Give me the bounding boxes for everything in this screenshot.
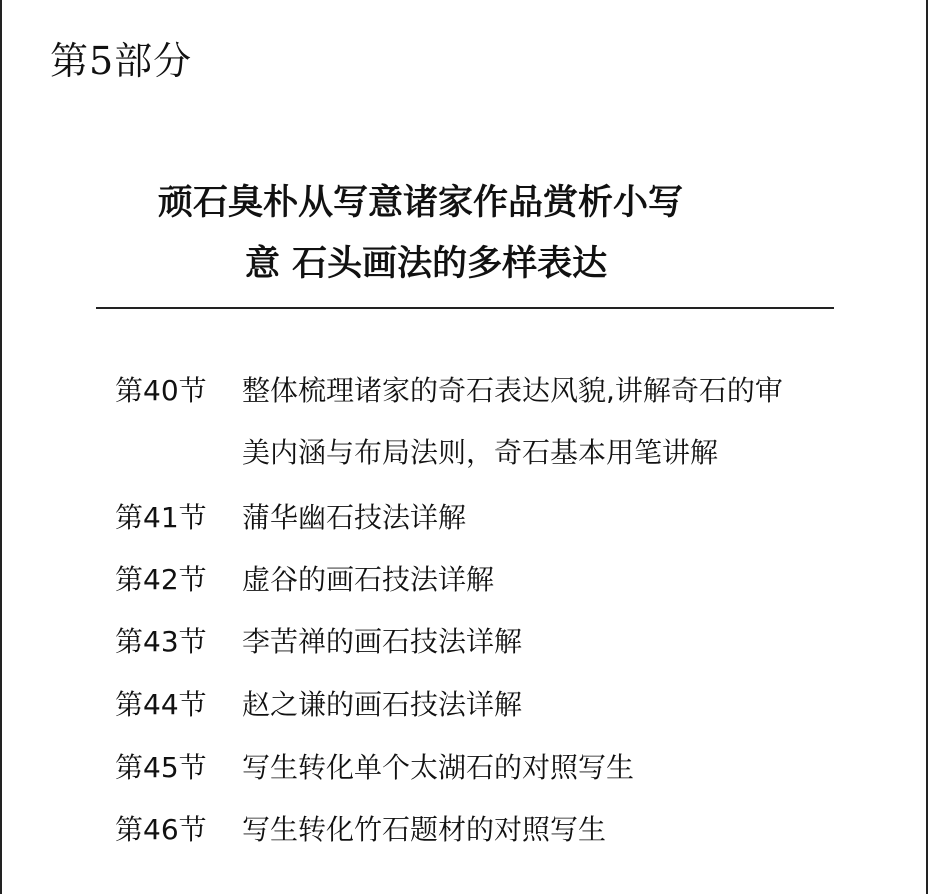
- toc-item-number: 第40节: [115, 374, 207, 407]
- toc-item-title: 虚谷的画石技法详解: [242, 563, 495, 596]
- toc-item-number: 第42节: [115, 563, 207, 596]
- title-divider: [96, 307, 834, 309]
- toc-item-45: [0, 745, 928, 791]
- toc-item-number: 第43节: [115, 625, 207, 658]
- toc-item-number: 第46节: [115, 813, 207, 846]
- toc-item-title: 蒲华幽石技法详解: [242, 501, 467, 534]
- section-title-line-1: 顽石臭朴从写意诸家作品赏析小写: [158, 183, 684, 223]
- toc-item-number: 第45节: [115, 751, 207, 784]
- section-title-line-2: 意 石头画法的多样表达: [245, 244, 608, 284]
- toc-item-40: [0, 368, 928, 469]
- toc-item-title-continuation: 美内涵与布局法则，奇石基本用笔讲解: [242, 436, 719, 469]
- toc-item-title: 整体梳理诸家的奇石表达风貌,讲解奇石的审: [242, 374, 783, 407]
- toc-item-44: [0, 682, 928, 728]
- part-label: 第5部分: [50, 39, 193, 83]
- toc-item-43: [0, 619, 928, 665]
- toc-item-46: [0, 807, 928, 853]
- toc-item-number: 第44节: [115, 688, 207, 721]
- toc-item-title: 写生转化单个太湖石的对照写生: [242, 751, 635, 784]
- toc-item-title: 写生转化竹石题材的对照写生: [242, 813, 607, 846]
- toc-item-number: 第41节: [115, 501, 207, 534]
- toc-item-42: [0, 557, 928, 603]
- toc-item-41: [0, 495, 928, 541]
- toc-item-title: 赵之谦的画石技法详解: [242, 688, 523, 721]
- toc-item-title: 李苦禅的画石技法详解: [242, 625, 523, 658]
